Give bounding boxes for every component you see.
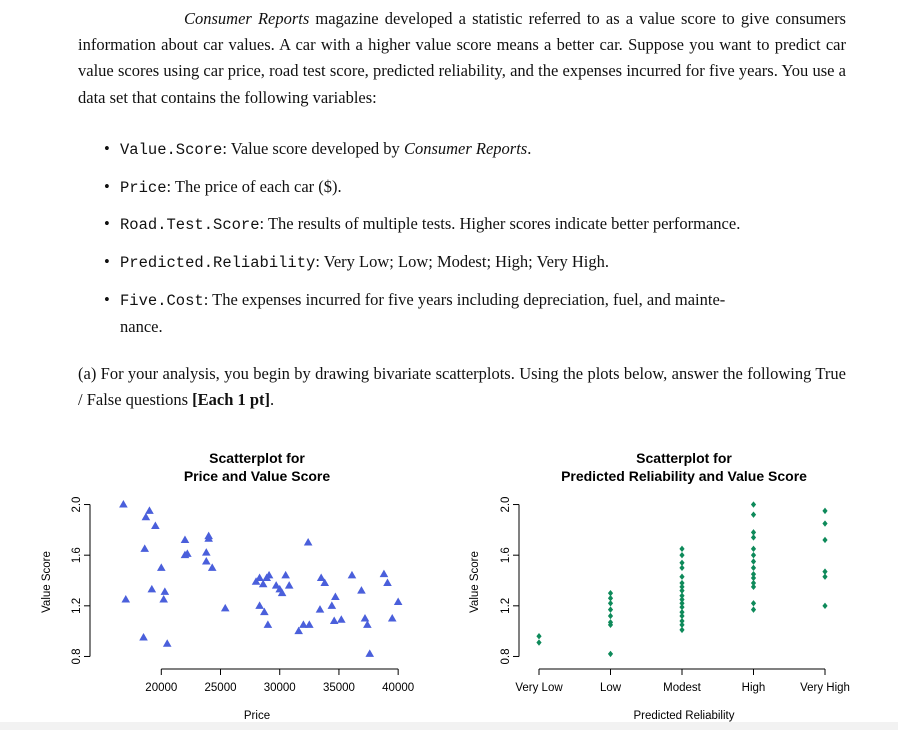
data-point [751, 606, 756, 612]
data-point [361, 614, 370, 622]
data-point [536, 633, 541, 639]
data-point [139, 633, 148, 641]
chart-title: Scatterplot for [636, 450, 732, 466]
x-tick-label: 35000 [322, 682, 355, 694]
question-points: [Each 1 pt] [192, 390, 271, 410]
data-point [202, 557, 211, 565]
variable-desc: : The expenses incurred for five years including depreciation, fuel, and mainte- [203, 290, 726, 309]
x-axis-label: Price [243, 710, 271, 722]
data-point [822, 574, 827, 580]
data-point [608, 651, 613, 657]
y-tick-label: 1.6 [71, 547, 83, 564]
intro-text: magazine developed a statistic referred to as a value score to give consumers information about car values. A car with a higher value score means a better car. Suppose you want to predict car value scores using car price, road test score, predicted reliability, and the expenses incurred for five years. You use a data set that contains the following variables: [78, 9, 846, 107]
data-point [536, 639, 541, 645]
data-point [348, 571, 357, 579]
data-point [822, 508, 827, 514]
question-end: . [270, 390, 275, 410]
y-tick-label: 1.6 [500, 547, 512, 564]
data-point [751, 565, 756, 571]
data-point [304, 538, 313, 546]
reliability-scatterplot [449, 447, 898, 722]
data-point [163, 639, 172, 647]
data-point [751, 600, 756, 606]
y-tick-label: 2.0 [500, 496, 512, 513]
data-point [264, 620, 273, 628]
question-text: (a) For your analysis, you begin by drawing bivariate scatterplots. Using the plots below, answer the following True / False questions [78, 364, 846, 410]
variable-desc-italic: Consumer Reports [403, 139, 528, 158]
bottom-strip [0, 722, 898, 730]
data-point [751, 511, 756, 517]
variable-desc-continued: nance. [120, 317, 163, 336]
variable-name: Predicted.Reliability [120, 254, 316, 272]
variable-desc: : The results of multiple tests. Higher scores indicate better performance. [259, 214, 741, 233]
variable-name: Value.Score [120, 141, 223, 159]
variable-name: Five.Cost [120, 292, 204, 310]
data-point [679, 546, 684, 552]
x-axis-label: Predicted Reliability [633, 710, 735, 722]
variable-name: Road.Test.Score [120, 216, 260, 234]
y-axis-label: Value Score [469, 551, 481, 613]
magazine-name: Consumer Reports [184, 9, 310, 28]
data-point [380, 570, 389, 578]
data-point [388, 614, 397, 622]
data-point [751, 534, 756, 540]
data-point [255, 601, 264, 609]
data-point [751, 552, 756, 558]
data-point [822, 537, 827, 543]
data-point [121, 595, 130, 603]
data-point [119, 500, 128, 508]
x-tick-label: High [741, 682, 766, 694]
data-point [365, 649, 374, 657]
data-point [140, 544, 149, 552]
data-point [394, 598, 403, 606]
data-point [679, 574, 684, 580]
data-point [328, 601, 337, 609]
x-tick-label: Modest [663, 682, 701, 694]
x-tick-label: Very Low [515, 682, 563, 694]
data-point [285, 581, 294, 589]
data-point [357, 586, 366, 594]
y-tick-label: 1.2 [71, 597, 83, 614]
question-paragraph [78, 361, 846, 413]
x-tick-label: 40000 [382, 682, 415, 694]
data-point [608, 600, 613, 606]
data-point [751, 558, 756, 564]
data-point [145, 506, 154, 514]
variable-desc: : Value score developed by [222, 139, 404, 158]
x-tick-label: 30000 [263, 682, 296, 694]
data-point [679, 627, 684, 633]
variable-desc: : The price of each car ($). [166, 177, 342, 196]
data-point [305, 620, 314, 628]
data-point [751, 546, 756, 552]
chart-subtitle: Price and Value Score [183, 468, 331, 484]
data-point [148, 585, 157, 593]
data-point [822, 520, 827, 526]
data-point [330, 617, 339, 625]
variable-desc-end: . [527, 139, 532, 158]
data-point [181, 535, 190, 543]
chart-title: Scatterplot for [209, 450, 305, 466]
data-point [161, 587, 170, 595]
variable-name: Price [120, 179, 167, 197]
data-point [159, 595, 168, 603]
x-tick-label: 25000 [204, 682, 237, 694]
intro-paragraph [78, 6, 846, 111]
y-tick-label: 2.0 [71, 496, 83, 513]
data-point [822, 603, 827, 609]
data-point [202, 548, 211, 556]
data-point [337, 615, 346, 623]
data-point [751, 584, 756, 590]
data-point [281, 571, 290, 579]
chart-subtitle: Predicted Reliability and Value Score [561, 468, 807, 484]
data-point [608, 613, 613, 619]
x-tick-label: Very High [800, 682, 850, 694]
data-point [255, 573, 264, 581]
y-tick-label: 0.8 [500, 648, 512, 665]
data-point [679, 565, 684, 571]
data-point [221, 604, 230, 612]
data-point [751, 501, 756, 507]
x-tick-label: 20000 [145, 682, 178, 694]
data-point [316, 605, 325, 613]
data-point [151, 522, 160, 530]
y-axis-label: Value Score [41, 551, 53, 613]
variable-desc: : Very Low; Low; Modest; High; Very High. [315, 252, 609, 271]
data-point [157, 563, 166, 571]
data-point [608, 606, 613, 612]
data-point [679, 552, 684, 558]
y-tick-label: 0.8 [71, 648, 83, 665]
problem-text: Consumer Reports magazine developed a statistic referred to as a value score to give consumers information about car values. A car with a higher value score means a better car. Suppose you want to predict car value scores using car price, road test score, predicted reliability, and the expenses incurred for five years. You use a data set that contains the following variables: • Value.Score: Value score developed by Consumer Reports. • Price: The price of each car ($). • Road.Test.Score: The results of multiple tests. Higher scores indicate better performance. • Predicted.Reliability: Very Low; Low; Modest; High; Very High. • Five.Cost: The expenses incurred for five years including depreciation, fuel, and mainte- nance. (a) For your analysis, you begin by drawing bivariate scatterplots. Using the plots below, answer the following True / False questions [Each 1 pt]. [78, 6, 846, 111]
price-scatterplot [0, 447, 449, 722]
x-tick-label: Low [599, 682, 622, 694]
data-point [383, 579, 392, 587]
data-point [331, 592, 340, 600]
y-tick-label: 1.2 [500, 597, 512, 614]
